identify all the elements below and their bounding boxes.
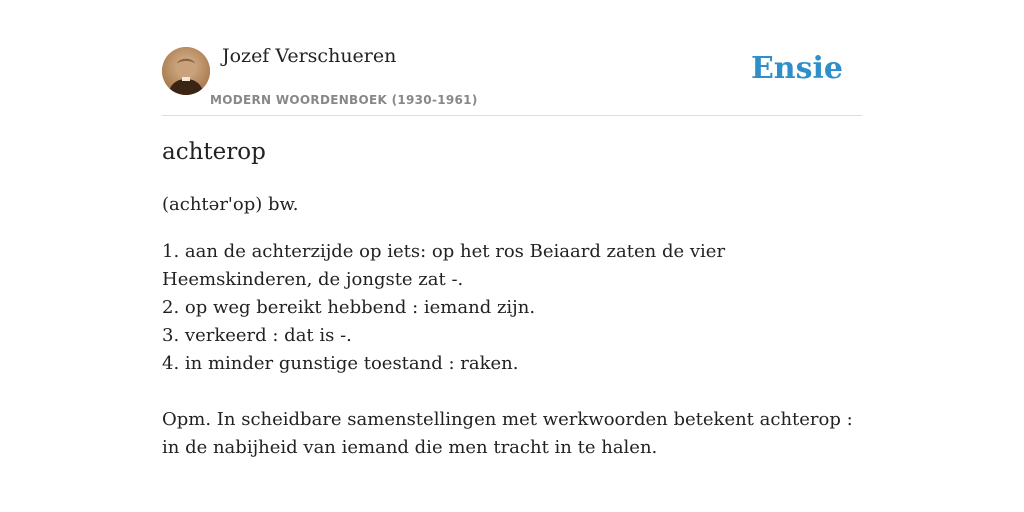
avatar[interactable] [162, 47, 210, 95]
definition-list [162, 238, 862, 378]
source-title[interactable]: MODERN WOORDENBOEK (1930-1961) [210, 93, 478, 107]
author-name[interactable]: Jozef Verschueren [222, 45, 397, 67]
brand-logo[interactable]: Ensie [750, 51, 843, 86]
entry-pronunciation: (achtər'op) bw. [162, 194, 299, 215]
definition-item: 3. verkeerd : dat is -. [162, 325, 352, 346]
author-portrait-icon [162, 47, 210, 95]
definition-item: 2. op weg bereikt hebbend : iemand zijn. [162, 297, 536, 318]
entry-term: achterop [162, 139, 266, 165]
header [162, 0, 862, 116]
definition-item: 1. aan de achterzijde op iets: op het ros Beiaard zaten de vier Heemskinderen, de jongste zat -. [162, 241, 726, 290]
entry-note: Opm. In scheidbare samenstellingen met werkwoorden betekent achterop : in de nabijheid van iemand die men tracht in te halen. [162, 409, 853, 458]
definition-item: 4. in minder gunstige toestand : raken. [162, 353, 519, 374]
page [162, 0, 862, 512]
